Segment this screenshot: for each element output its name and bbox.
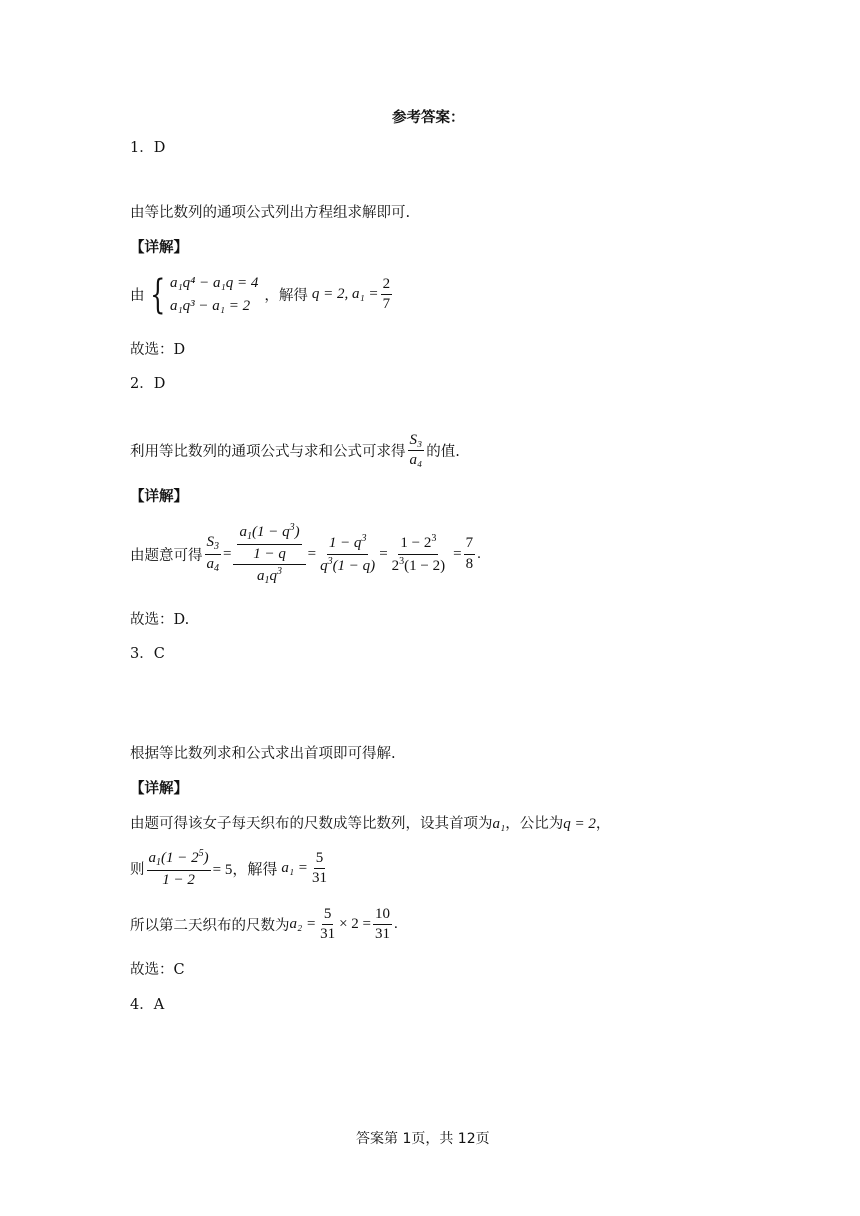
q3-analysis: 根据等比数列求和公式求出首项即可得解. (130, 746, 396, 762)
q3-line2-prefix: 则 (130, 861, 145, 878)
q3-line2-mid: = 5，解得 (212, 861, 278, 878)
q3-answer: 3．C (130, 646, 165, 662)
q1-eq1: a₁q⁴ − a₁q = 4 (169, 275, 259, 291)
q3-line1-var: a₁ (492, 816, 506, 832)
q2-frac-numeric: $\frac{1 - 2^3}{2^3(1 - 2)}$ (391, 533, 446, 574)
q3-line3-end: . (394, 916, 398, 933)
q3-line1-end: ， (595, 816, 611, 832)
q2-final-den: 8 (465, 555, 474, 572)
q3-line2-a1: a₁ = (281, 859, 308, 876)
q3-line2 (130, 848, 331, 889)
q1-result: q = 2, a₁ = (311, 286, 379, 302)
q1-prefix: 由 (130, 288, 145, 304)
q2-analysis-pre: 利用等比数列的通项公式与求和公式可求得 (130, 444, 406, 461)
q3-line3 (130, 906, 398, 944)
q3-line3-expr: a₂ = (289, 916, 317, 933)
period: . (477, 545, 481, 562)
q3-line3-num: 5 (322, 906, 334, 925)
q3-line3-prefix: 所以第二天织布的尺数为 (130, 918, 290, 935)
page-footer: 答案第 1页，共 12页 (356, 1131, 490, 1147)
brace-symbol: { (149, 271, 165, 318)
q3-line2-den: 31 (311, 869, 327, 886)
q3-line3-den2: 31 (375, 926, 391, 943)
q2-final-num: 7 (464, 535, 476, 554)
q3-line1-mid: ，公比为 (505, 816, 564, 832)
q3-sum-frac: $\frac{a_1(1 - 2^5)}{1 - 2}$ (148, 848, 209, 888)
q3-choice: 故选：C (130, 962, 185, 978)
q2-analysis-den: a₄ (409, 452, 423, 469)
q3-line1-text: 由题可得该女子每天织布的尺数成等比数列，设其首项为 (130, 816, 493, 832)
page-title: 参考答案： (392, 110, 465, 126)
q1-frac-den: 7 (382, 296, 391, 312)
q3-line1-q: q = 2 (563, 816, 596, 832)
equals-sign: = (379, 545, 388, 562)
q2-analysis-num: S₃ (408, 432, 425, 451)
equals-sign: = (223, 545, 232, 562)
q1-choice: 故选：D (130, 342, 186, 358)
q3-line3-num2: 10 (373, 906, 392, 925)
q3-line2-num: 5 (314, 850, 326, 869)
q2-detail-label: 【详解】 (130, 489, 188, 505)
equals-sign: = (453, 545, 462, 562)
q1-solution (130, 272, 394, 317)
q1-eq2: a₁q³ − a₁ = 2 (169, 297, 251, 314)
q4-answer: 4．A (130, 997, 165, 1013)
q3-line1 (130, 812, 610, 833)
q1-detail-label: 【详解】 (130, 240, 188, 256)
q1-answer: 1．D (130, 140, 166, 156)
q2-frac-simplified: $\frac{1 - q^3}{q^3(1 - q)}$ (320, 533, 376, 574)
q2-analysis (130, 432, 460, 470)
q3-line3-mid: × 2 = (339, 916, 372, 933)
q3-detail-label: 【详解】 (130, 781, 188, 797)
q2-solution (130, 522, 481, 586)
q2-frac-complex: $\frac{\frac{a_1(1 - q^3)}{1 - q}}{a_1q^3}$ (233, 522, 305, 586)
q1-analysis: 由等比数列的通项公式列出方程组求解即可. (130, 205, 411, 221)
q1-frac-num: 2 (381, 276, 393, 295)
q2-choice: 故选：D. (130, 612, 190, 628)
q2-analysis-post: 的值. (426, 444, 460, 461)
q3-line3-den: 31 (320, 926, 336, 943)
q2-prefix: 由题意可得 (130, 547, 203, 564)
q2-answer: 2．D (130, 376, 166, 392)
equals-sign: = (307, 545, 317, 562)
q2-frac-lhs: $\frac{S_3}{a_4}$ (206, 534, 219, 574)
q1-mid: ，解得 (264, 288, 308, 304)
